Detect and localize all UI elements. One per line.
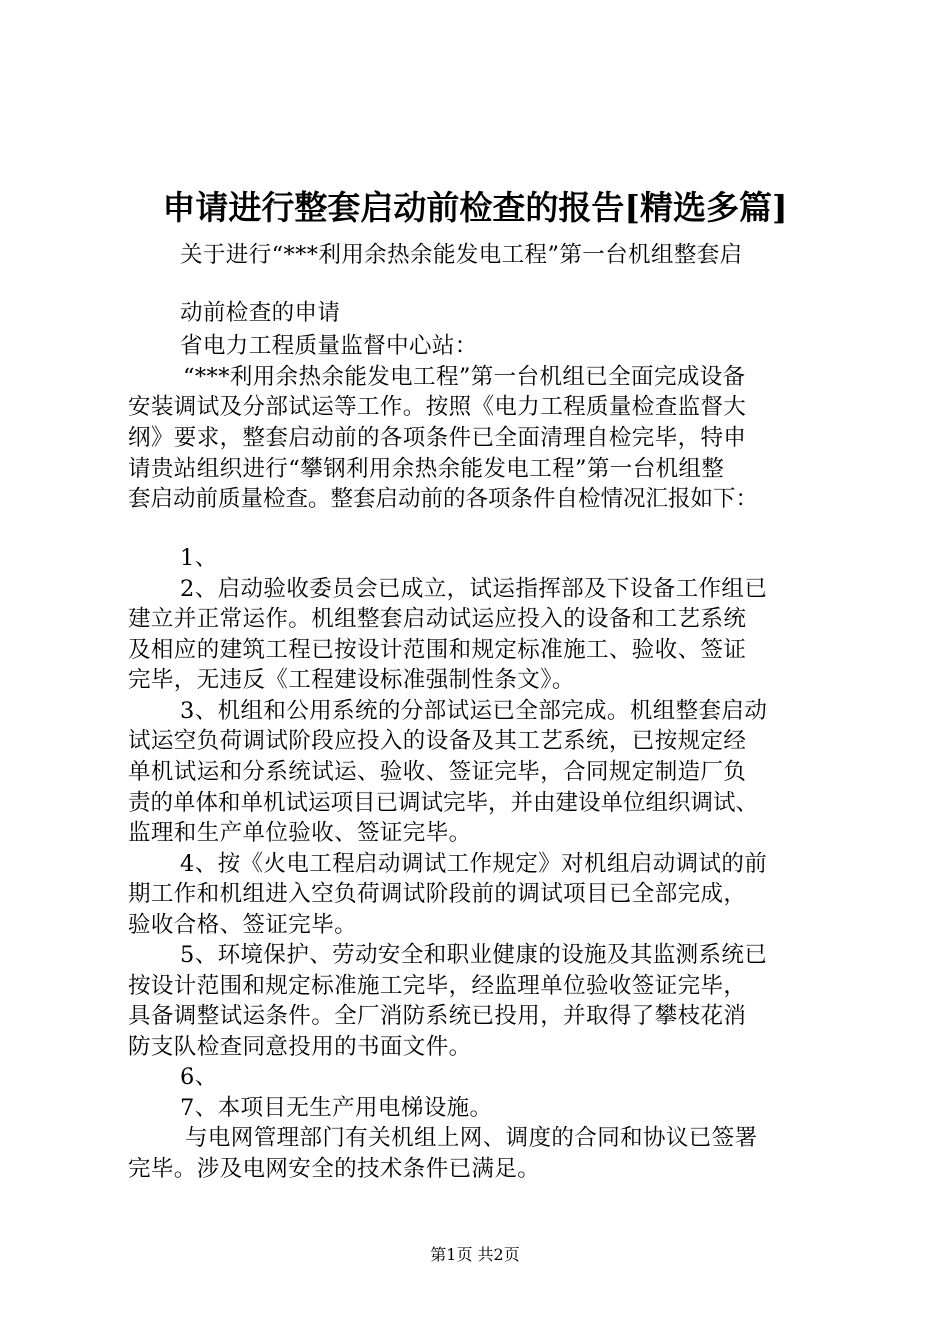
body-line: 2、启动验收委员会已成立，试运指挥部及下设备工作组已 [180, 576, 768, 602]
body-line: 责的单体和单机试运项目已调试完毕，并由建设单位组织调试、 [128, 790, 759, 816]
body-line: 建立并正常运作。机组整套启动试运应投入的设备和工艺系统 [128, 606, 747, 632]
body-line: 试运空负荷调试阶段应投入的设备及其工艺系统，已按规定经 [128, 728, 747, 754]
body-line: 按设计范围和规定标准施工完毕，经监理单位验收签证完毕， [128, 973, 747, 999]
body-line: 及相应的建筑工程已按设计范围和规定标准施工、验收、签证 [128, 637, 747, 663]
body-line: 省电力工程质量监督中心站： [180, 333, 478, 359]
body-line: 关于进行“***利用余热余能发电工程”第一台机组整套启 [180, 242, 743, 268]
body-line: 安装调试及分部试运等工作。按照《电力工程质量检查监督大 [128, 394, 747, 420]
body-line: “***利用余热余能发电工程”第一台机组已全面完成设备 [183, 364, 746, 390]
body-line: 单机试运和分系统试运、验收、签证完毕，合同规定制造厂负 [128, 759, 747, 785]
body-line: 期工作和机组进入空负荷调试阶段前的调试项目已全部完成， [128, 881, 747, 907]
body-line: 请贵站组织进行“攀钢利用余热余能发电工程”第一台机组整 [128, 456, 725, 482]
body-line: 验收合格、签证完毕。 [128, 912, 358, 938]
body-line: 7、本项目无生产用电梯设施。 [180, 1095, 493, 1121]
body-line: 完毕。涉及电网安全的技术条件已满足。 [128, 1156, 541, 1182]
body-line: 与电网管理部门有关机组上网、调度的合同和协议已签署 [185, 1125, 758, 1151]
page-number: 第1页 共2页 [430, 1245, 520, 1264]
body-line: 1、 [180, 545, 218, 571]
body-line: 3、机组和公用系统的分部试运已全部完成。机组整套启动 [180, 698, 768, 724]
body-line: 动前检查的申请 [180, 300, 341, 326]
body-line: 6、 [180, 1064, 218, 1090]
body-line: 防支队检查同意投用的书面文件。 [128, 1034, 472, 1060]
body-line: 5、环境保护、劳动安全和职业健康的设施及其监测系统已 [180, 942, 768, 968]
body-line: 监理和生产单位验收、签证完毕。 [128, 820, 472, 846]
document-title: 申请进行整套启动前检查的报告[精选多篇] [162, 188, 788, 227]
body-line: 完毕，无违反《工程建设标准强制性条文》。 [128, 667, 575, 693]
body-line: 4、按《火电工程启动调试工作规定》对机组启动调试的前 [180, 851, 768, 877]
body-line: 套启动前质量检查。整套启动前的各项条件自检情况汇报如下： [128, 486, 759, 512]
body-line: 具备调整试运条件。全厂消防系统已投用，并取得了攀枝花消 [128, 1003, 747, 1029]
body-line: 纲》要求，整套启动前的各项条件已全面清理自检完毕，特申 [128, 425, 747, 451]
